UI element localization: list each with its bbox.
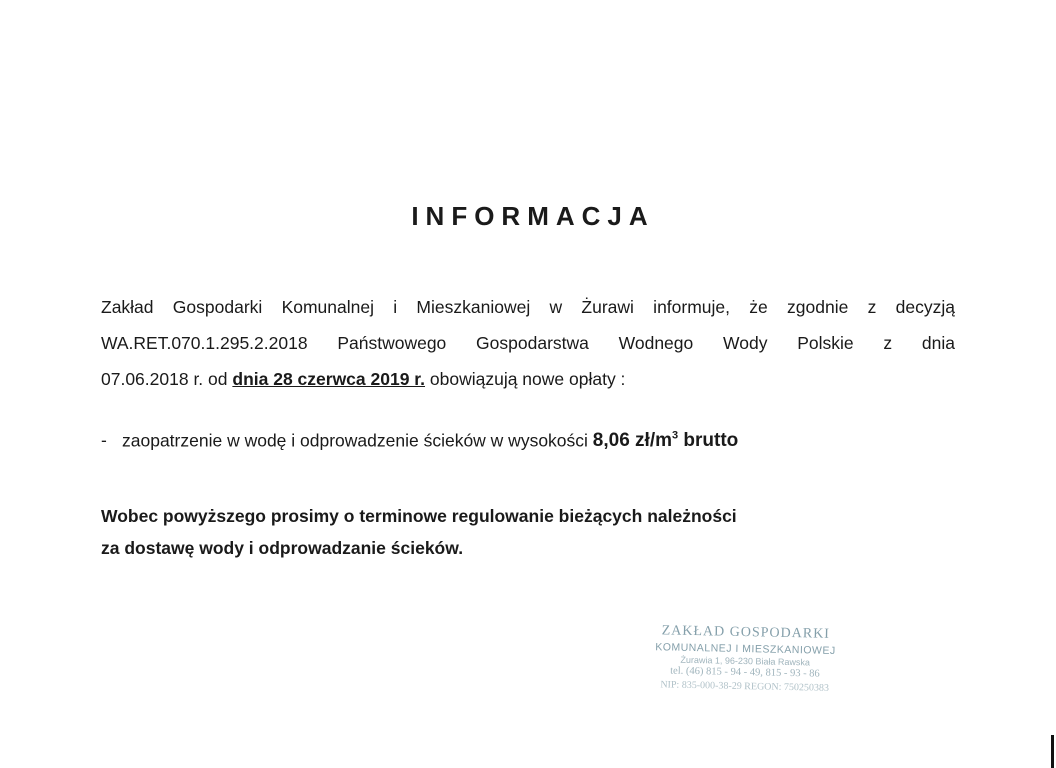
stamp-line-1: ZAKŁAD GOSPODARKI <box>661 623 831 642</box>
paragraph-line-1: Zakład Gospodarki Komunalnej i Mieszkaniowej w Żurawi informuje, że zgodnie z decyzją <box>101 297 955 317</box>
scan-edge-mark <box>1051 735 1054 768</box>
fee-rate-value: 8,06 zł/m <box>592 430 673 452</box>
closing-line-1: Wobec powyższego prosimy o terminowe regulowanie bieżących należności <box>101 506 737 526</box>
paragraph-line-3-suffix: obowiązują nowe opłaty : <box>425 369 626 389</box>
closing-line-2: za dostawę wody i odprowadzanie ścieków. <box>101 538 464 558</box>
company-stamp <box>645 622 846 696</box>
fee-rate-exponent: 3 <box>672 430 679 442</box>
fee-rate-suffix: brutto <box>678 430 739 452</box>
fee-rate <box>593 430 739 451</box>
paragraph-line-3 <box>101 361 955 397</box>
stamp-line-2: KOMUNALNEJ I MIESZKANIOWEJ <box>655 641 836 657</box>
main-paragraph <box>101 289 955 397</box>
fee-bullet <box>101 430 738 452</box>
stamp-line-4: tel. (46) 815 - 94 - 49, 815 - 93 - 86 <box>670 665 820 680</box>
paragraph-line-2: WA.RET.070.1.295.2.2018 Państwowego Gospodarstwa Wodnego Wody Polskie z dnia <box>101 333 955 353</box>
effective-date: dnia 28 czerwca 2019 r. <box>232 369 426 389</box>
bullet-text: zaopatrzenie w wodę i odprowadzenie ścieków w wysokości <box>122 430 593 451</box>
bullet-dash: - <box>101 430 107 451</box>
stamp-line-3: Żurawia 1, 96-230 Biała Rawska <box>680 654 811 668</box>
closing-request <box>101 500 737 564</box>
paragraph-line-3-prefix: 07.06.2018 r. od <box>101 369 233 389</box>
stamp-line-5: NIP: 835-000-38-29 REGON: 750250383 <box>660 679 830 694</box>
document-title: INFORMACJA <box>411 201 655 231</box>
